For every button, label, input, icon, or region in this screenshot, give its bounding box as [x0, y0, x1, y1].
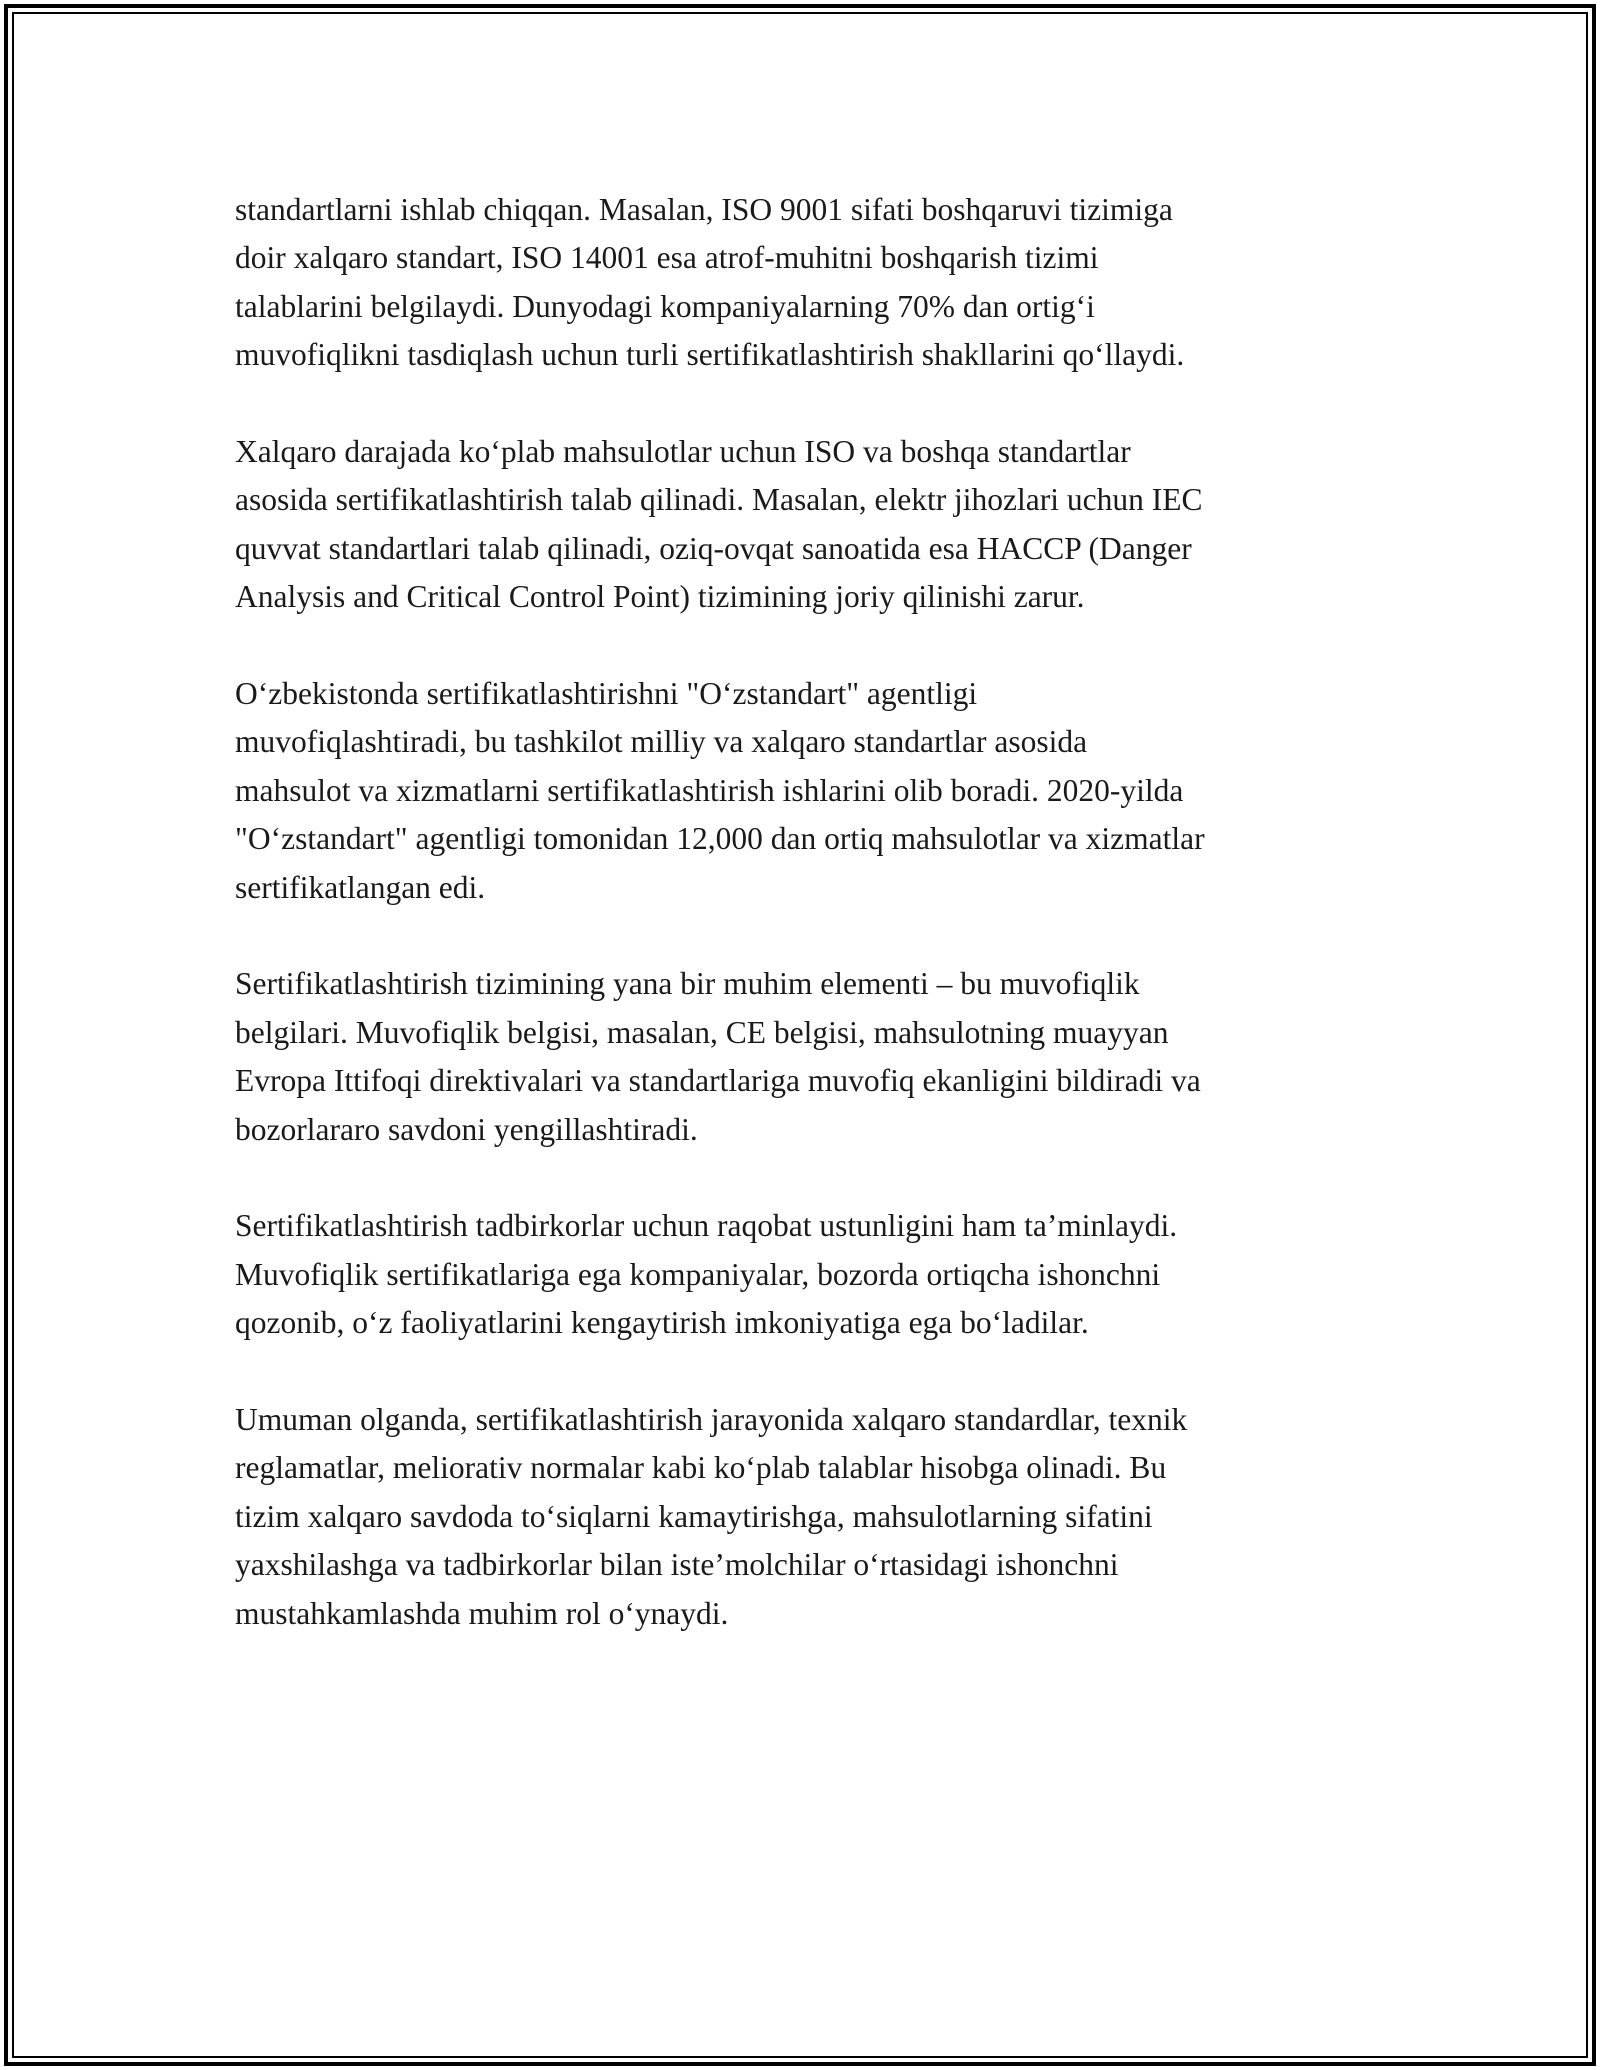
- text-line: talablarini belgilaydi. Dunyodagi kompaniyalarning 70% dan ortig‘i: [235, 288, 1095, 324]
- paragraph: [235, 670, 1375, 912]
- text-line: O‘zbekistonda sertifikatlashtirishni "O‘zstandart" agentligi: [235, 676, 978, 712]
- text-line: belgilari. Muvofiqlik belgisi, masalan, CE belgisi, mahsulotning muayyan: [235, 1014, 1169, 1050]
- text-line: standartlarni ishlab chiqqan. Masalan, ISO 9001 sifati boshqaruvi tizimiga: [235, 192, 1173, 227]
- paragraph: [235, 960, 1375, 1154]
- text-line: reglamatlar, meliorativ normalar kabi ko‘plab talablar hisobga olinadi. Bu: [235, 1450, 1167, 1486]
- text-line: Analysis and Critical Control Point) tizimining joriy qilinishi zarur.: [235, 579, 1085, 615]
- text-line: muvofiqlikni tasdiqlash uchun turli sertifikatlashtirish shakllarini qo‘llaydi.: [235, 337, 1185, 373]
- text-line: Sertifikatlashtirish tizimining yana bir muhim elementi – bu muvofiqlik: [235, 966, 1140, 1002]
- paragraph: [235, 186, 1375, 380]
- text-line: yaxshilashga va tadbirkorlar bilan iste’molchilar o‘rtasidagi ishonchni: [235, 1547, 1119, 1583]
- text-line: Xalqaro darajada ko‘plab mahsulotlar uchun ISO va boshqa standartlar: [235, 434, 1131, 470]
- text-line: mahsulot va xizmatlarni sertifikatlashtirish ishlarini olib boradi. 2020-yilda: [235, 772, 1184, 808]
- paragraph: [235, 1396, 1375, 1638]
- text-line: Evropa Ittifoqi direktivalari va standartlariga muvofiq ekanligini bildiradi va: [235, 1063, 1201, 1099]
- paragraph: [235, 428, 1375, 622]
- text-line: qozonib, o‘z faoliyatlarini kengaytirish imkoniyatiga ega bo‘ladilar.: [235, 1305, 1089, 1341]
- text-line: Sertifikatlashtirish tadbirkorlar uchun raqobat ustunligini ham ta’minlaydi.: [235, 1208, 1178, 1244]
- paragraph: [235, 1202, 1375, 1347]
- text-line: quvvat standartlari talab qilinadi, oziq-ovqat sanoatida esa HACCP (Danger: [235, 530, 1192, 566]
- text-line: muvofiqlashtiradi, bu tashkilot milliy va xalqaro standartlar asosida: [235, 724, 1088, 760]
- text-line: tizim xalqaro savdoda to‘siqlarni kamaytirishga, mahsulotlarning sifatini: [235, 1498, 1153, 1534]
- text-line: asosida sertifikatlashtirish talab qilinadi. Masalan, elektr jihozlari uchun IEC: [235, 482, 1203, 518]
- text-line: Umuman olganda, sertifikatlashtirish jarayonida xalqaro standardlar, texnik: [235, 1402, 1188, 1438]
- text-line: Muvofiqlik sertifikatlariga ega kompaniyalar, bozorda ortiqcha ishonchni: [235, 1256, 1161, 1292]
- text-line: bozorlararo savdoni yengillashtiradi.: [235, 1111, 698, 1147]
- text-line: sertifikatlangan edi.: [235, 869, 486, 905]
- text-line: "O‘zstandart" agentligi tomonidan 12,000 dan ortiq mahsulotlar va xizmatlar: [235, 821, 1205, 857]
- document-body: [235, 186, 1375, 1687]
- text-line: mustahkamlashda muhim rol o‘ynaydi.: [235, 1595, 729, 1631]
- text-line: doir xalqaro standart, ISO 14001 esa atrof-muhitni boshqarish tizimi: [235, 240, 1099, 276]
